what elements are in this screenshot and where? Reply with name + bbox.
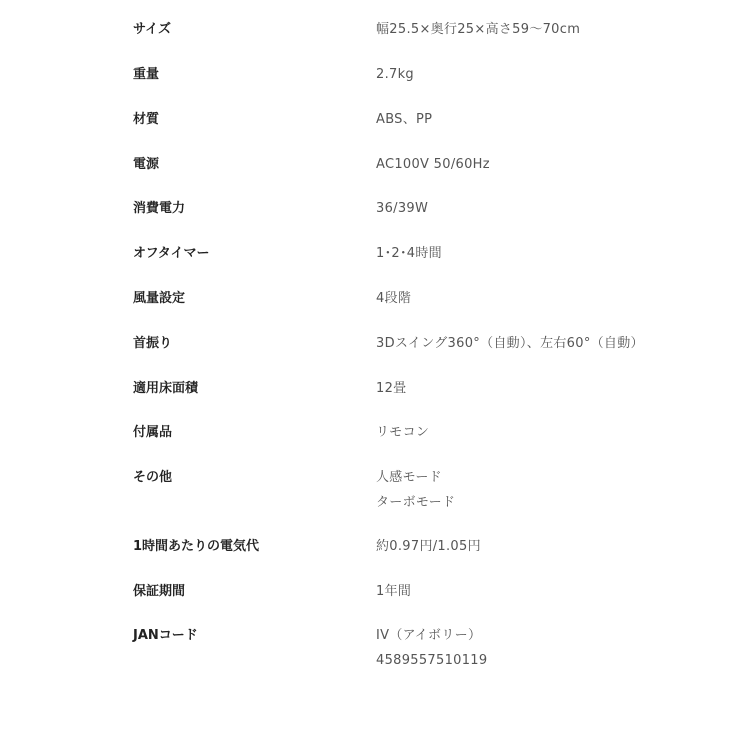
spec-value	[376, 579, 411, 604]
spec-value	[376, 107, 432, 132]
spec-label: 材質	[133, 112, 160, 127]
spec-value-line: AC100V 50/60Hz	[376, 157, 490, 172]
spec-value	[376, 420, 429, 445]
spec-value	[376, 241, 442, 266]
spec-label: 電源	[133, 157, 160, 172]
spec-label: 消費電力	[133, 201, 186, 216]
spec-label: 適用床面積	[133, 381, 199, 396]
spec-value	[376, 465, 455, 515]
spec-label: JANコード	[133, 628, 198, 643]
spec-label: サイズ	[133, 22, 171, 37]
spec-value-line: IV（アイボリー）	[376, 628, 482, 643]
spec-label: その他	[133, 470, 173, 485]
spec-label: 付属品	[133, 425, 173, 440]
spec-value-line: 約0.97円/1.05円	[376, 539, 481, 554]
spec-value-line: 幅25.5×奥行25×高さ59〜70cm	[376, 22, 581, 37]
spec-value	[376, 534, 481, 559]
spec-label: 保証期間	[133, 584, 186, 599]
spec-value	[376, 152, 490, 177]
spec-value-line: 2.7kg	[376, 67, 414, 82]
spec-value	[376, 17, 580, 42]
spec-value	[376, 62, 414, 87]
spec-value-line: 1年間	[376, 584, 412, 599]
spec-value-line: 4段階	[376, 291, 412, 306]
spec-value-line: ABS、PP	[376, 112, 433, 127]
spec-value	[376, 623, 487, 673]
spec-value-line: 4589557510119	[376, 653, 488, 668]
spec-value	[376, 331, 644, 356]
spec-value-line: 1･2･4時間	[376, 246, 442, 261]
spec-value	[376, 376, 406, 401]
spec-label: 風量設定	[133, 291, 186, 306]
spec-value-line: 12畳	[376, 381, 407, 396]
spec-value	[376, 286, 411, 311]
spec-label: オフタイマー	[133, 246, 210, 261]
spec-label: 首振り	[133, 336, 173, 351]
spec-value-line: 3Dスイング360°（自動）、左右60°（自動）	[376, 336, 644, 351]
spec-value-line: 36/39W	[376, 201, 429, 216]
spec-value	[376, 196, 428, 221]
spec-value-line: 人感モード	[376, 470, 442, 485]
spec-label: 重量	[133, 67, 160, 82]
spec-value-line: ターボモード	[376, 495, 456, 510]
spec-value-line: リモコン	[376, 425, 430, 440]
spec-label: 1時間あたりの電気代	[133, 539, 260, 554]
